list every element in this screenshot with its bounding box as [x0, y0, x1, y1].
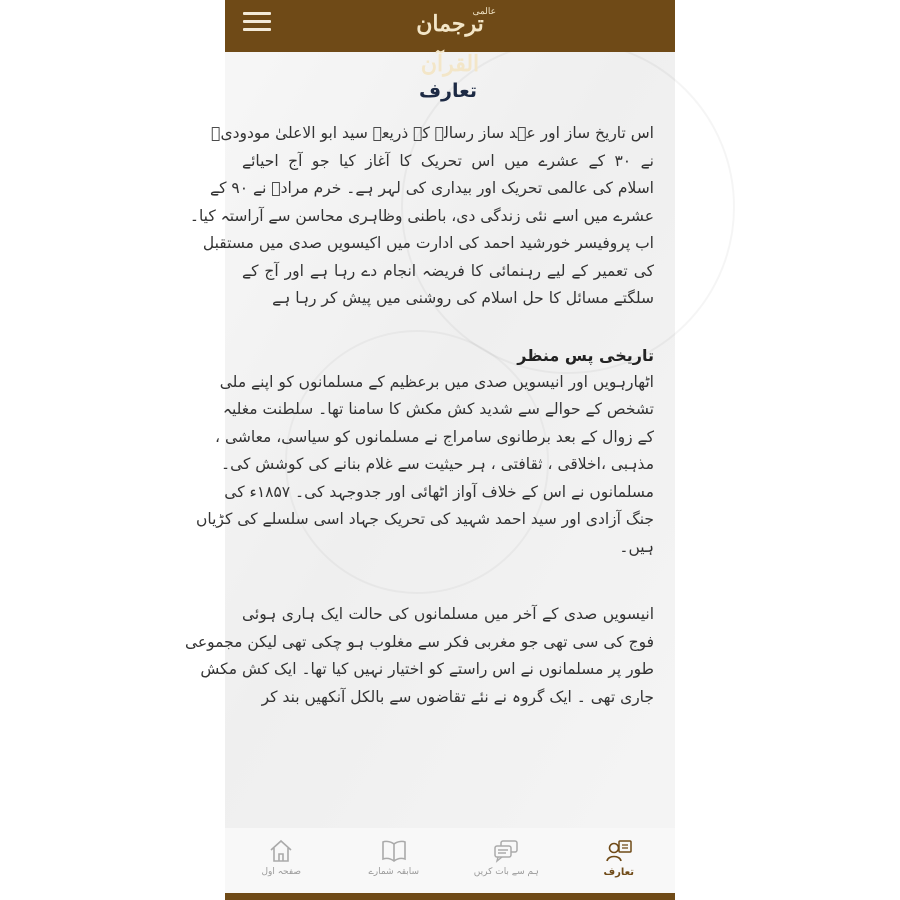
app-header: [225, 0, 675, 77]
app-screen: [184, 0, 675, 900]
bottom-bar: [225, 893, 675, 900]
text-line: اٹھارہویں اور انیسویں صدی میں برعظیم کے مسلمانوں کو اپنے ملی: [219, 372, 654, 391]
text-line: نے ۳۰ کے عشرے میں اس تحریک کا آغاز کیا جو آج احیائے: [242, 151, 654, 170]
history-paragraph-2: [184, 601, 654, 711]
history-paragraph: [196, 369, 654, 562]
text-line: طور پر مسلمانوں نے اس راستے کو اختیار نہیں کیا تھا۔ ایک کش مکش: [200, 660, 654, 678]
text-line: انیسویں صدی کے آخر میں مسلمانوں کی حالت ایک ہاری ہوئی: [242, 605, 654, 623]
text-line: اسلام کی عالمی تحریک اور بیداری کی لہر ہے۔ خرم مرادؒ نے ۹۰ کے: [210, 179, 654, 197]
text-line: مذہبی ،اخلاقی ، ثقافتی ، ہر حیثیت سے غلام بنانے کی کوشش کی۔: [220, 455, 654, 473]
app-logo: [390, 4, 510, 84]
text-line: تشخص کے حوالے سے شدید کش مکش کا سامنا تھا۔ سلطنت مغلیہ: [222, 400, 654, 418]
section-heading: تاریخی پس منظر: [517, 345, 654, 365]
hamburger-icon[interactable]: [243, 9, 271, 33]
intro-paragraph: [189, 120, 654, 313]
profile-card-icon: [605, 838, 633, 864]
text-line: ہیں۔: [619, 537, 654, 556]
text-line: مسلمانوں نے اس کے خلاف آواز اٹھائی اور جدوجہد کی۔ ۱۸۵۷ء کی: [224, 482, 654, 501]
logo-subtitle: عالمی: [472, 7, 496, 17]
book-icon: [380, 838, 408, 864]
nav-about[interactable]: [563, 828, 676, 893]
text-line: اب پروفیسر خورشید احمد کی ادارت میں اکیسویں صدی میں مستقبل: [202, 234, 654, 252]
text-line: سلگتے مسائل کا حل اسلام کی روشنی میں پیش کر رہا ہے: [272, 289, 654, 307]
nav-label: ہم سے بات کریں: [473, 867, 539, 877]
nav-contact[interactable]: [450, 828, 563, 893]
chat-icon: [492, 838, 520, 864]
text-line: اس تاریخ ساز اور عہد ساز رسالے کے ذریعے سید ابو الاعلیٰ مودودیؒ: [211, 124, 654, 142]
nav-label: تعارف: [603, 867, 635, 878]
text-line: فوج کی سی تھی جو مغربی فکر سے مغلوب ہو چکی تھی لیکن مجموعی: [184, 632, 654, 651]
logo-text: ترجمان القرآن: [416, 11, 484, 77]
article-content: [184, 80, 654, 711]
nav-label: صفحہ اول: [261, 867, 302, 877]
nav-archive[interactable]: [338, 828, 451, 893]
text-line: جاری تھی ۔ ایک گروہ نے نئے تقاضوں سے بالکل آنکھیں بند کر: [261, 687, 654, 706]
home-icon: [267, 838, 295, 864]
text-line: کے زوال کے بعد برطانوی سامراج نے مسلمانوں کو سیاسی، معاشی ،: [215, 427, 654, 446]
nav-home[interactable]: [225, 828, 338, 893]
page-title: تعارف: [418, 80, 477, 102]
text-line: کی تعمیر کے لیے رہنمائی کا فریضہ انجام دے رہا ہے اور آج کے: [242, 261, 654, 280]
nav-label: سابقہ شمارے: [368, 867, 420, 877]
text-line: جنگ آزادی اور سید احمد شہید کی تحریک جہاد اسی سلسلے کی کڑیاں: [196, 510, 654, 528]
text-line: عشرے میں اسے نئی زندگی دی، باطنی وظاہری محاسن سے آراستہ کیا۔: [189, 206, 654, 225]
bottom-navigation: [225, 828, 675, 893]
